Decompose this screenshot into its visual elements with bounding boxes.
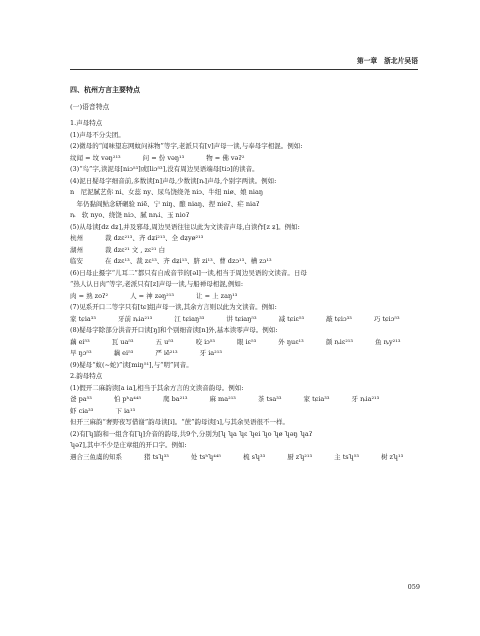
item-2: (2)微母的“闻味望忘网蚊问袜物”等字,老派只有[v]声母一读,与奉母字相混。例如: [70, 142, 303, 150]
example-row: 杭州 裁 dzɛ²¹³、齐 dʑi²¹³、全 dʑyø²¹³ [70, 234, 204, 242]
example-row: 爸 pa⁵³ 怕 pʰa⁴⁴⁵ 爬 ba²¹³ 麻 ma²¹³ 茶 tsa³³ 家 tɕia³³ 牙 ȵia²¹³ [70, 395, 380, 403]
subheading-initials: 1.声母特点 [70, 119, 103, 127]
example-row: 遇合三鱼虞的知系 猪 tsʮ³³ 处 tsʰʮ⁴⁴⁵ 梳 sʮ³³ 厨 zʮ²¹³ 主 tsʮ⁵³ 树 zʮ¹³ [70, 452, 404, 461]
item-9: (9)疑母“蚁(~蛇)”读[miŋ⁵¹],与“明”同音。 [70, 360, 193, 369]
example-row: 纹闻 = 坟 vəŋ²¹³ 问 = 份 vəŋ¹³ 物 = 佛 vəʔ² [70, 153, 245, 162]
item-1: (1)声母不分尖团。 [70, 130, 125, 139]
finals-item-2-cont: ʮəʔ],其中不少是庄章组的开口字。例如: [70, 441, 187, 449]
page-number: 059 [407, 583, 420, 591]
finals-item-1: (1)假开二麻韵读[a ia],相当于其余方言的文读音韵母。例如: [70, 383, 244, 392]
page-body [70, 78, 418, 463]
item-8: (8)疑母字除部分洪音开口读[ŋ]和个别细音读[n]外,基本读零声母。例如: [70, 326, 278, 334]
item-5: (5)从母读[dz dʑ],并及邪母,周边吴语往往以此为文读音声母,白读作[z ʑ]。例如: [70, 222, 300, 231]
header-rule [70, 69, 418, 70]
example-line: ȵ 软 nyo、绕饶 niɔ、腻 nȵi、玉 nioʔ [70, 211, 190, 219]
item-7: (7)见系开口二等字只有[tɕ]组声母一读,其余方言则以此为文读音。例如: [70, 303, 277, 311]
running-header: 第一章 浙北片吴语 [356, 57, 418, 65]
subsection-title: (一)语音特点 [70, 102, 110, 111]
example-line: n 尼泥腻艺你 ni、女蕊 ny、尿鸟饶绕尧 niɔ、牛纽 niø、娘 niaŋ [70, 188, 264, 196]
finals-item-1-note: 但开三麻韵“奢野夜写借谢”韵母读[i]。“蔗”韵母读[ɿ],与其余吴语很不一样。 [70, 418, 290, 426]
item-6: (6)日母止摄字“儿耳二”都只有自成音节的[əl]一读,相当于周边吴语的文读音。日母 [70, 268, 307, 277]
example-row: 早 ŋɔ⁵³ 藕 ei⁵³ 严 iẽ²¹³ 牙 ia²¹³ [70, 349, 222, 357]
subheading-finals: 2.韵母特点 [70, 372, 103, 380]
example-row: 肉 = 熟 zoʔ² 人 = 神 zəŋ²¹³ 让 = 上 zaŋ¹³ [70, 291, 238, 300]
example-row: 藕 ei⁵³ 瓦 ua⁵³ 五 u⁵³ 咬 iɔ⁵³ 眼 iɛ⁵³ 外 ŋuɛ¹³ 颜 ȵiɛ²¹³ 鱼 ȵy²¹³ [70, 337, 401, 346]
item-6-cont: “热人认日肉”等字,老派只有[z]声母一读,与船禅母相混,例如: [70, 280, 244, 288]
example-row: 家 tɕia³³ 牙前 ȵia²¹³ 江 tɕiaŋ³³ 讲 tɕiaŋ⁵³ 减 tɕiɛ⁵³ 敲 tɕiɔ³³ 巧 tɕiɔ⁵³ [70, 314, 400, 323]
finals-item-2: (2)有[ʮ]韵和一组含有[ʮ]介音的韵母,共9个,分别为[ʮ ʮa ʮɛ ʮei ʮo ʮø ʮəŋ ʮaʔ [70, 429, 313, 438]
item-3: (3)“鸟”字,读泥母[niɔ⁵³]或[liɔ⁵³],没有周边吴语端母[tiɔ]的读音。 [70, 165, 259, 173]
item-4: (4)泥日疑母字细音前,多数读[n]声母,少数读[ȵ]声母,个别字两读。例如: [70, 176, 277, 185]
section-title: 四、杭州方言主要特点 [70, 85, 140, 94]
example-row: 虾 cia³³ 下 ia¹³ [70, 406, 136, 415]
example-line: 年仍黏阎鲇念研碾验 niẽ、宁 niŋ、酿 niaŋ、捏 nieʔ、疟 niaʔ [70, 199, 260, 208]
example-row: 湖州 裁 dzɛ²¹ 文 , zɛ²¹ 白 [70, 245, 166, 254]
example-row: 临安 在 dzɛ¹³、裁 zɛ¹³、齐 dʑi¹³、脐 zi¹³、曹 dzɔ¹³、槽 zɔ¹³ [70, 257, 272, 265]
